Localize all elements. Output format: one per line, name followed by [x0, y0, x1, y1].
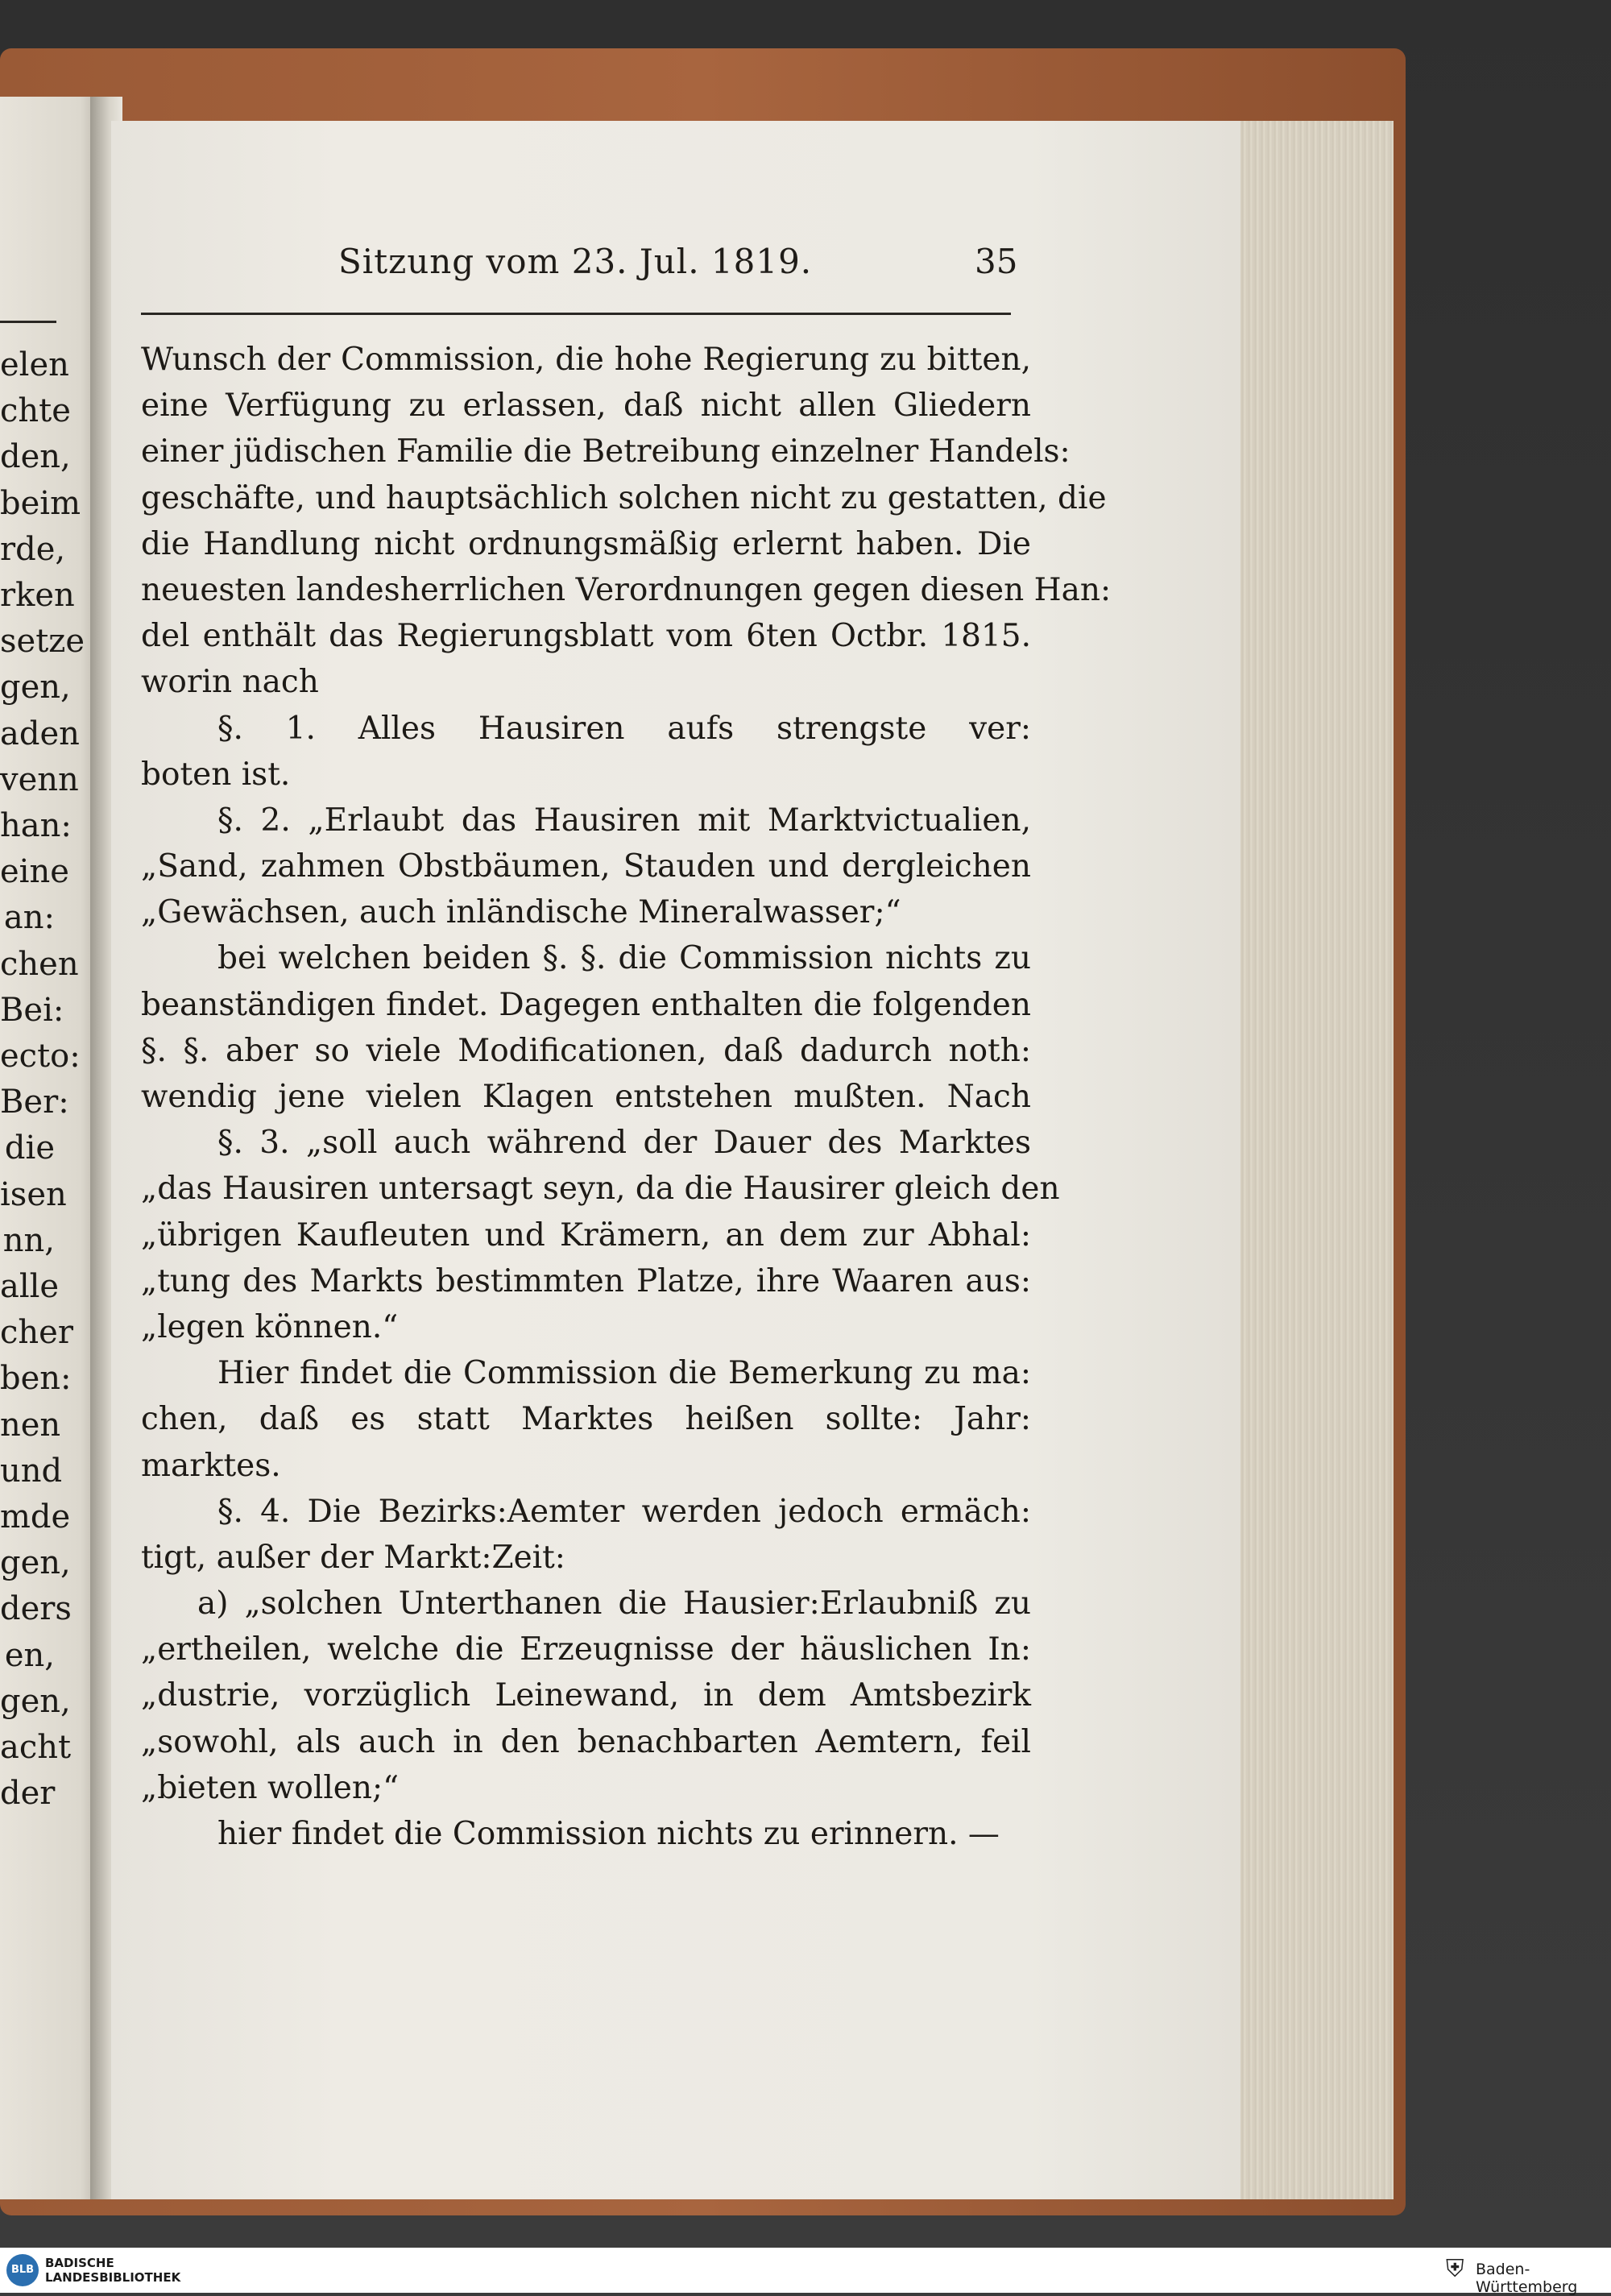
- left-margin-fragment: chte: [0, 392, 71, 430]
- page-number: 35: [975, 242, 1018, 281]
- left-margin-fragment: den,: [0, 438, 71, 476]
- left-margin-fragment: ecto:: [0, 1038, 81, 1075]
- text-line: §. 1. Alles Hausiren aufs strengste ver:: [217, 710, 1031, 747]
- text-line: geschäfte, und hauptsächlich solchen nicht zu gestatten, die: [141, 479, 1107, 516]
- left-page-rule: [0, 321, 56, 323]
- text-line: Hier findet die Commission die Bemerkung zu ma:: [217, 1355, 1031, 1392]
- text-line: a) „solchen Unterthanen die Hausier:Erlaubniß zu: [197, 1585, 1031, 1623]
- library-name-line1: BADISCHE: [45, 2256, 114, 2270]
- text-line: tigt, außer der Markt:Zeit:: [141, 1539, 565, 1576]
- left-margin-fragment: han:: [0, 807, 72, 845]
- left-margin-fragment: mde: [0, 1498, 71, 1536]
- left-margin-fragment: aden: [0, 715, 80, 752]
- text-line: boten ist.: [141, 756, 291, 793]
- left-margin-fragment: nn,: [2, 1221, 55, 1259]
- left-margin-fragment: die: [4, 1129, 55, 1167]
- left-margin-fragment: ders: [0, 1590, 72, 1628]
- left-margin-fragment: cher: [0, 1314, 73, 1352]
- left-margin-fragment: en,: [4, 1636, 55, 1674]
- left-margin-fragment: ben:: [0, 1360, 72, 1398]
- baden-wuerttemberg-crest-icon: ⛨: [1446, 2255, 1464, 2283]
- text-line: „das Hausiren untersagt seyn, da die Hausirer gleich den: [141, 1171, 1060, 1208]
- text-line: „sowohl, als auch in den benachbarten Aemtern, feil: [141, 1723, 1031, 1760]
- text-line: „bieten wollen;“: [141, 1769, 400, 1806]
- left-margin-fragment: Ber:: [0, 1084, 69, 1121]
- left-margin-fragment: Bei:: [0, 991, 64, 1029]
- text-line: „ertheilen, welche die Erzeugnisse der häuslichen In:: [141, 1631, 1031, 1668]
- left-margin-fragment: acht: [0, 1729, 72, 1767]
- left-margin-fragment: rde,: [0, 530, 66, 568]
- text-line: „übrigen Kaufleuten und Krämern, an dem zur Abhal:: [141, 1216, 1031, 1254]
- left-page-text: [0, 342, 90, 1817]
- text-line: wendig jene vielen Klagen entstehen mußten. Nach: [141, 1079, 1031, 1115]
- text-line: del enthält das Regierungsblatt vom 6ten Octbr. 1815.: [141, 618, 1031, 655]
- left-margin-fragment: und: [0, 1452, 63, 1490]
- state-label: Baden-Württemberg: [1476, 2261, 1578, 2296]
- footer-bar: [0, 2248, 1611, 2296]
- text-line: eine Verfügung zu erlassen, daß nicht allen Gliedern: [141, 388, 1031, 425]
- left-margin-fragment: chen: [0, 945, 79, 983]
- left-margin-fragment: der: [0, 1775, 56, 1813]
- header-title: Sitzung vom 23. Jul. 1819.: [338, 242, 813, 281]
- left-margin-fragment: an:: [3, 899, 55, 937]
- text-line: bei welchen beiden §. §. die Commission nichts zu: [217, 940, 1031, 977]
- library-name-line2: LANDESBIBLIOTHEK: [45, 2270, 181, 2285]
- left-margin-fragment: beim: [0, 484, 81, 522]
- text-line: „dustrie, vorzüglich Leinewand, in dem Amtsbezirk: [141, 1677, 1031, 1714]
- blb-logo: BLB: [6, 2254, 39, 2286]
- text-line: einer jüdischen Familie die Betreibung einzelner Handels:: [141, 433, 1071, 470]
- text-line: „tung des Markts bestimmten Platze, ihre Waaren aus:: [141, 1262, 1031, 1299]
- text-line: Wunsch der Commission, die hohe Regierung zu bitten,: [141, 342, 1031, 378]
- page-edges: [1240, 121, 1394, 2199]
- left-margin-fragment: alle: [0, 1268, 60, 1306]
- text-line: §. 2. „Erlaubt das Hausiren mit Marktvictualien,: [217, 802, 1031, 839]
- text-line: „Sand, zahmen Obstbäumen, Stauden und dergleichen: [141, 848, 1031, 885]
- text-line: worin nach: [141, 664, 319, 701]
- left-margin-fragment: venn: [0, 760, 79, 798]
- text-line: „legen können.“: [141, 1308, 399, 1345]
- library-name: [45, 2256, 180, 2285]
- text-line: neuesten landesherrlichen Verordnungen gegen diesen Han:: [141, 571, 1112, 608]
- left-margin-fragment: gen,: [0, 1682, 71, 1720]
- left-margin-fragment: rken: [0, 577, 75, 615]
- left-margin-fragment: gen,: [0, 1544, 71, 1582]
- text-line: hier findet die Commission nichts zu erinnern. —: [217, 1816, 1000, 1852]
- header-rule: [141, 313, 1011, 315]
- text-line: chen, daß es statt Marktes heißen sollte: Jahr:: [141, 1401, 1031, 1438]
- left-margin-fragment: eine: [0, 853, 69, 891]
- text-line: marktes.: [141, 1447, 281, 1484]
- text-line: beanständigen findet. Dagegen enthalten die folgenden: [141, 986, 1031, 1023]
- text-line: die Handlung nicht ordnungsmäßig erlernt haben. Die: [141, 525, 1031, 562]
- left-margin-fragment: elen: [0, 346, 69, 383]
- text-line: §. 3. „soll auch während der Dauer des Marktes: [217, 1125, 1031, 1162]
- body-text: [141, 337, 1112, 1857]
- left-margin-fragment: setze: [0, 623, 85, 661]
- running-header: [338, 242, 1023, 290]
- left-margin-fragment: nen: [0, 1406, 61, 1444]
- text-line: §. 4. Die Bezirks:Aemter werden jedoch ermäch:: [217, 1493, 1031, 1530]
- text-line: §. §. aber so viele Modificationen, daß dadurch noth:: [141, 1032, 1031, 1069]
- left-margin-fragment: gen,: [0, 669, 71, 707]
- left-margin-fragment: isen: [0, 1175, 67, 1213]
- text-line: „Gewächsen, auch inländische Mineralwasser;“: [141, 894, 901, 931]
